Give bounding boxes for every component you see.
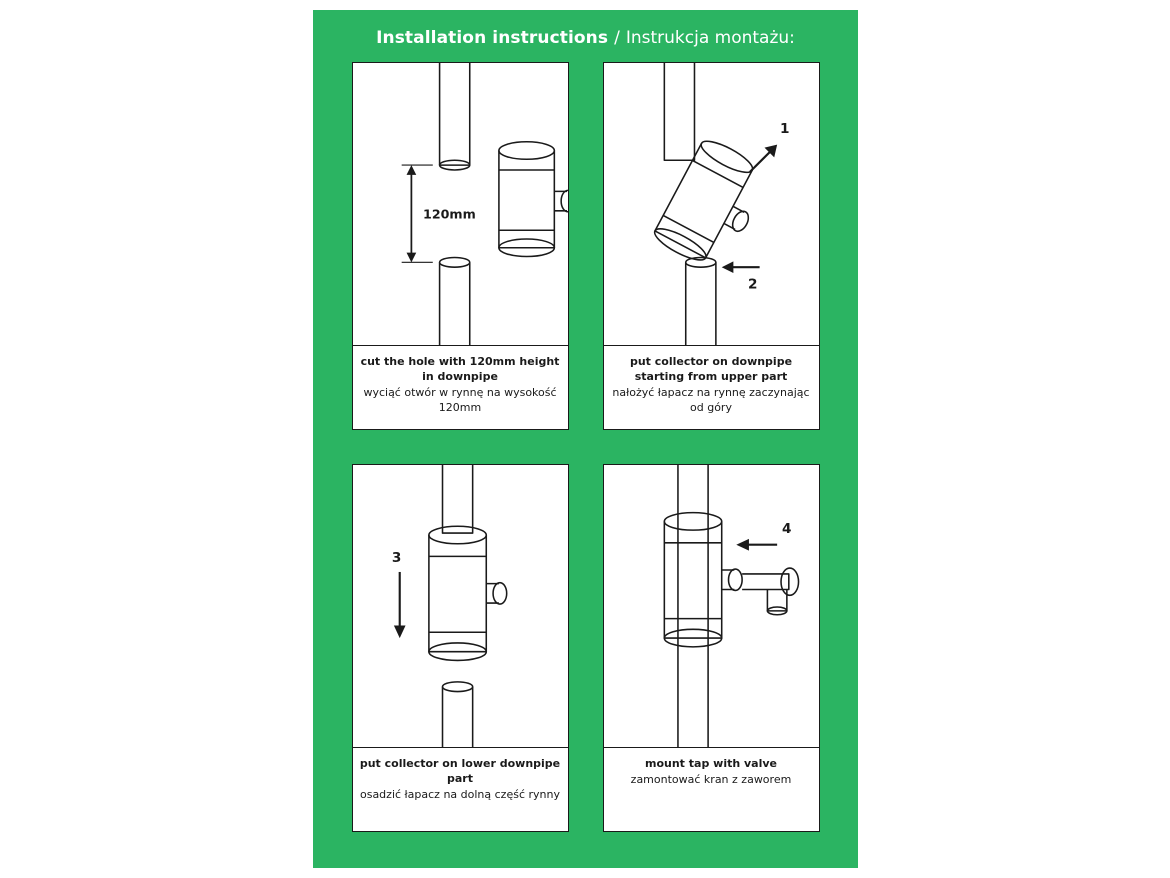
panel-step-1	[352, 62, 569, 430]
tap-valve-mount-diagram	[604, 465, 819, 747]
title-separator: /	[614, 28, 620, 48]
panel-3-figure	[353, 465, 568, 747]
panel-2-caption-en: put collector on downpipe starting from upper part	[629, 355, 793, 383]
panel-4-caption	[604, 747, 819, 831]
panel-step-3	[352, 464, 569, 832]
step-number-2: 2	[747, 276, 757, 293]
panel-1-caption	[353, 345, 568, 429]
panel-1-caption-pl: wyciąć otwór w rynnę na wysokość 120mm	[363, 385, 557, 414]
collector-mount-upper-diagram	[604, 63, 819, 345]
panel-3-caption-en: put collector on lower downpipe part	[359, 757, 561, 785]
title-english: Installation instructions	[376, 28, 609, 48]
collector-seat-lower-diagram	[353, 465, 568, 747]
panel-grid	[335, 62, 836, 832]
panel-4-caption-pl: zamontować kran z zaworem	[630, 772, 792, 786]
step-number-4: 4	[781, 521, 791, 538]
panel-2-figure	[604, 63, 819, 345]
panel-4-caption-en: mount tap with valve	[645, 757, 777, 770]
panel-1-figure	[353, 63, 568, 345]
panel-step-2	[603, 62, 820, 430]
poster-title	[335, 28, 836, 48]
title-polish: Instrukcja montażu:	[625, 28, 795, 48]
panel-2-caption-pl: nałożyć łapacz na rynnę zaczynając od góry	[612, 385, 810, 414]
instruction-poster	[313, 10, 858, 868]
panel-2-caption	[604, 345, 819, 429]
step-number-3: 3	[391, 550, 401, 567]
dimension-label-120mm: 120mm	[422, 206, 476, 222]
step-number-1: 1	[779, 121, 790, 138]
panel-step-4	[603, 464, 820, 832]
downpipe-cut-diagram	[353, 63, 568, 345]
panel-4-figure	[604, 465, 819, 747]
panel-3-caption-pl: osadzić łapacz na dolną część rynny	[359, 787, 560, 801]
panel-1-caption-en: cut the hole with 120mm height in downpipe	[360, 355, 560, 383]
panel-3-caption	[353, 747, 568, 831]
